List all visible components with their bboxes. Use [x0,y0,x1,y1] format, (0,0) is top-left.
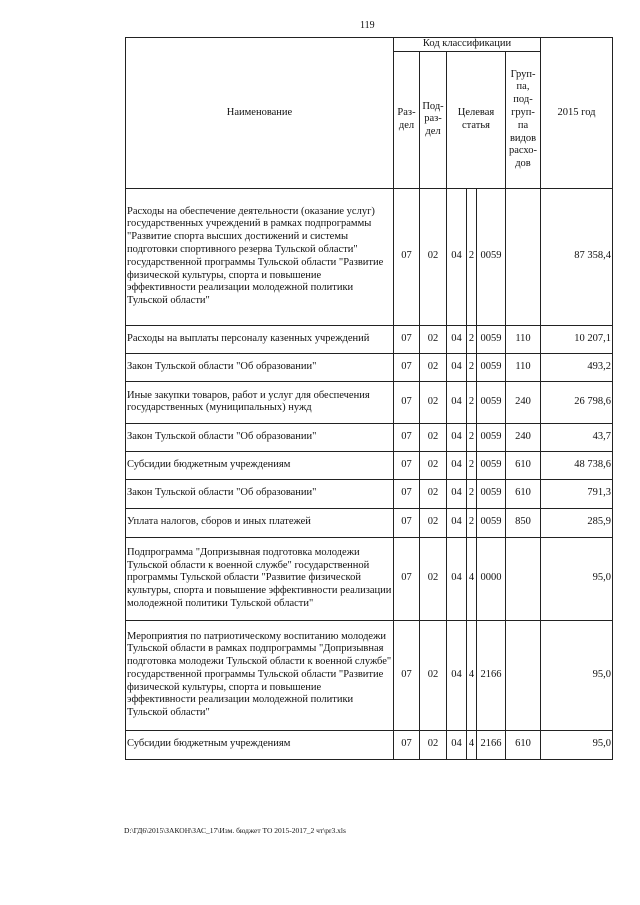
row-section: 07 [394,451,420,479]
table-row [126,423,613,451]
row-target-direction: 0059 [477,188,506,325]
row-target-program: 04 [447,451,467,479]
row-target-direction: 0059 [477,325,506,353]
footer-file-path: D:\ГД6\2015\ЗАКОН\ЗАС_17\Изм. бюджет ТО 2015-2017_2 чт\pr3.xls [124,826,346,835]
table-row [126,508,613,537]
row-target-program: 04 [447,730,467,759]
row-target-direction: 0059 [477,423,506,451]
row-subsection: 02 [420,353,447,381]
header-code-group: Код классификации [394,38,541,52]
row-subsection: 02 [420,381,447,423]
row-expense-type: 610 [506,451,541,479]
row-name: Подпрограмма "Допризывная подготовка молодежи Тульской области к военной службе" государственной программы Тульской области "Развитие физической культуры, спорта и повышение эффективности реализации молодежной политики Тульской области" [126,537,394,620]
row-expense-type [506,188,541,325]
row-section: 07 [394,423,420,451]
row-section: 07 [394,620,420,730]
row-section: 07 [394,508,420,537]
row-target-direction: 0059 [477,508,506,537]
row-target-direction: 2166 [477,620,506,730]
row-section: 07 [394,537,420,620]
row-target-program: 04 [447,381,467,423]
row-subsection: 02 [420,620,447,730]
budget-table [125,37,613,760]
row-section: 07 [394,353,420,381]
row-target-subprogram: 2 [467,353,477,381]
row-expense-type: 610 [506,479,541,508]
row-section: 07 [394,730,420,759]
table-row [126,353,613,381]
row-name: Расходы на обеспечение деятельности (оказание услуг) государственных учреждений в рамках подпрограммы "Развитие спорта высших достижений и системы подготовки спортивного резерва Тульской области" государственной программы Тульской области "Развитие физической культуры, спорта и повышение эффективности реализации молодежной политики Тульской области" [126,188,394,325]
row-subsection: 02 [420,479,447,508]
row-subsection: 02 [420,188,447,325]
row-subsection: 02 [420,451,447,479]
row-amount: 493,2 [541,353,613,381]
row-expense-type: 240 [506,381,541,423]
header-year: 2015 год [541,38,613,189]
header-target-article: Целевая статья [447,51,506,188]
table-row [126,620,613,730]
row-target-program: 04 [447,479,467,508]
row-target-subprogram: 4 [467,537,477,620]
header-expense-group: Груп- па, под- груп- па видов расхо- дов [506,51,541,188]
header-section: Раз- дел [394,51,420,188]
row-amount: 48 738,6 [541,451,613,479]
row-amount: 95,0 [541,620,613,730]
row-target-program: 04 [447,325,467,353]
row-target-subprogram: 2 [467,508,477,537]
row-target-direction: 0000 [477,537,506,620]
row-target-subprogram: 4 [467,730,477,759]
row-name: Расходы на выплаты персоналу казенных учреждений [126,325,394,353]
row-target-direction: 0059 [477,479,506,508]
row-expense-type: 110 [506,353,541,381]
row-expense-type: 110 [506,325,541,353]
row-subsection: 02 [420,325,447,353]
row-expense-type: 610 [506,730,541,759]
row-subsection: 02 [420,730,447,759]
row-name: Мероприятия по патриотическому воспитанию молодежи Тульской области в рамках подпрограммы "Допризывная подготовка молодежи Тульской области к военной службе" государственной программы Тульской области "Развитие физической культуры, спорта и повышение эффективности реализации молодежной политики Тульской области" [126,620,394,730]
row-name: Субсидии бюджетным учреждениям [126,451,394,479]
row-target-program: 04 [447,537,467,620]
table-row [126,451,613,479]
row-name: Закон Тульской области "Об образовании" [126,353,394,381]
row-name: Закон Тульской области "Об образовании" [126,479,394,508]
row-amount: 43,7 [541,423,613,451]
row-amount: 87 358,4 [541,188,613,325]
row-amount: 95,0 [541,537,613,620]
row-target-program: 04 [447,508,467,537]
row-target-direction: 0059 [477,353,506,381]
row-target-program: 04 [447,188,467,325]
row-target-direction: 2166 [477,730,506,759]
row-expense-type [506,537,541,620]
row-amount: 791,3 [541,479,613,508]
row-section: 07 [394,325,420,353]
row-section: 07 [394,188,420,325]
row-expense-type: 850 [506,508,541,537]
row-target-subprogram: 2 [467,381,477,423]
row-name: Закон Тульской области "Об образовании" [126,423,394,451]
row-expense-type [506,620,541,730]
row-amount: 285,9 [541,508,613,537]
row-amount: 26 798,6 [541,381,613,423]
row-target-program: 04 [447,353,467,381]
row-amount: 10 207,1 [541,325,613,353]
row-subsection: 02 [420,508,447,537]
header-subsection: Под- раз- дел [420,51,447,188]
row-target-subprogram: 2 [467,423,477,451]
row-name: Субсидии бюджетным учреждениям [126,730,394,759]
row-section: 07 [394,479,420,508]
row-section: 07 [394,381,420,423]
table-row [126,730,613,759]
table-row [126,381,613,423]
header-name: Наименование [126,38,394,189]
row-target-direction: 0059 [477,451,506,479]
row-name: Иные закупки товаров, работ и услуг для обеспечения государственных (муниципальных) нужд [126,381,394,423]
row-target-subprogram: 2 [467,479,477,508]
page-number: 119 [360,20,375,31]
row-name: Уплата налогов, сборов и иных платежей [126,508,394,537]
table-row [126,325,613,353]
row-target-subprogram: 4 [467,620,477,730]
row-target-program: 04 [447,423,467,451]
row-target-subprogram: 2 [467,325,477,353]
row-target-direction: 0059 [477,381,506,423]
row-subsection: 02 [420,537,447,620]
header-row [126,38,613,52]
table-row [126,537,613,620]
row-amount: 95,0 [541,730,613,759]
row-target-subprogram: 2 [467,188,477,325]
table-row [126,188,613,325]
table-row [126,479,613,508]
row-subsection: 02 [420,423,447,451]
row-target-subprogram: 2 [467,451,477,479]
row-target-program: 04 [447,620,467,730]
row-expense-type: 240 [506,423,541,451]
